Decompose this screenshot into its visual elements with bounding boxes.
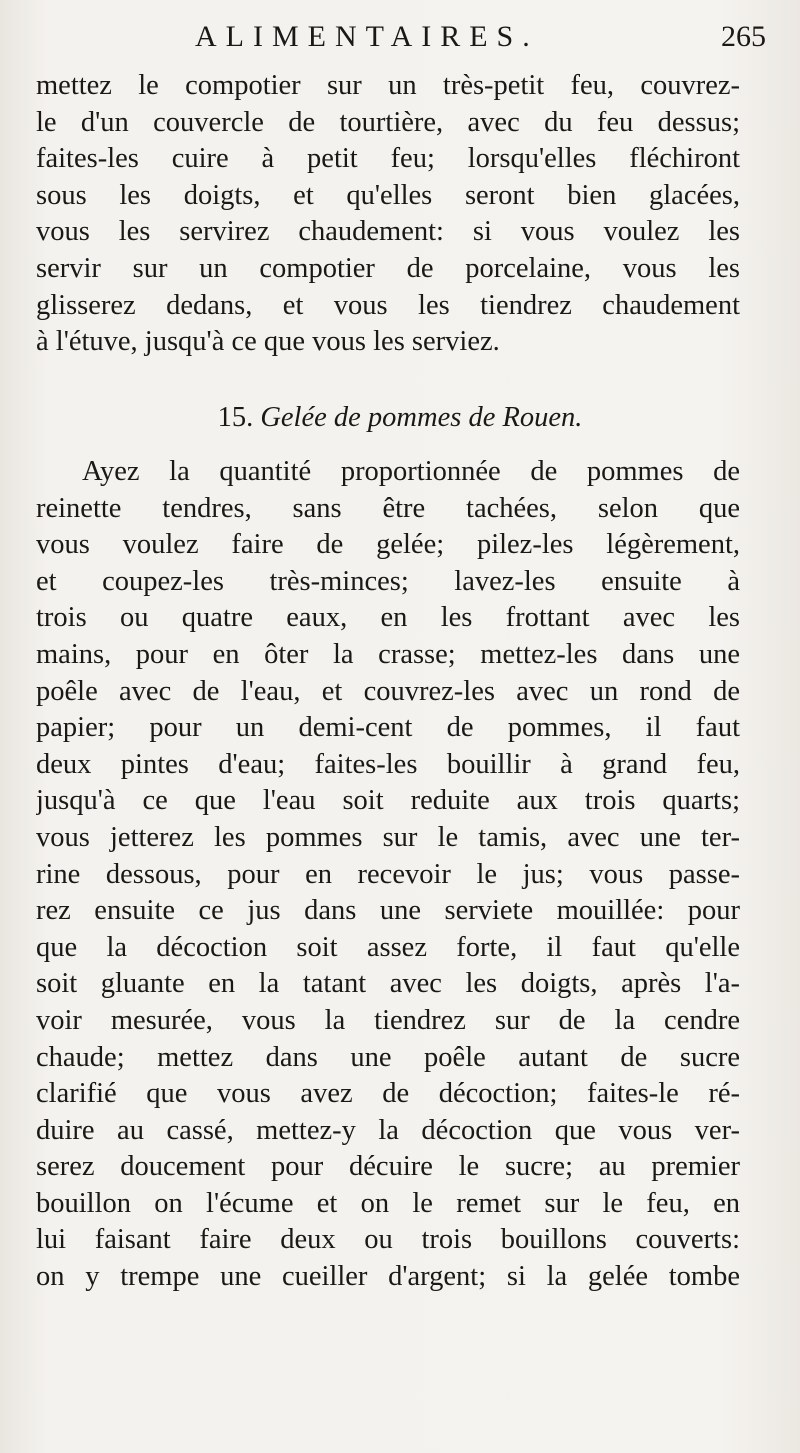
paragraph-recipe: [36, 454, 740, 1296]
text-line: clarifié que vous avez de décoction; faites-le ré-: [36, 1078, 740, 1110]
text-line: sous les doigts, et qu'elles seront bien glacées,: [36, 179, 740, 211]
text-line: que la décoction soit assez forte, il faut qu'elle: [36, 931, 740, 963]
text-line: mettez le compotier sur un très-petit feu, couvrez-: [36, 70, 740, 101]
page-number: 265: [721, 20, 766, 53]
text-line: voir mesurée, vous la tiendrez sur de la cendre: [36, 1004, 740, 1036]
text-line: Ayez la quantité proportionnée de pommes de: [82, 456, 740, 487]
text-line: jusqu'à ce que l'eau soit reduite aux trois quarts;: [36, 785, 740, 817]
section-heading: [0, 398, 800, 438]
text-line: rine dessous, pour en recevoir le jus; vous passe-: [36, 858, 740, 890]
text-line: on y trempe une cueiller d'argent; si la gelée tombe: [36, 1261, 740, 1293]
section-title: Gelée de pommes de Rouen.: [260, 402, 583, 433]
text-line: rez ensuite ce jus dans une serviete mouillée: pour: [36, 895, 740, 927]
text-line: vous jetterez les pommes sur le tamis, avec une ter-: [36, 821, 740, 853]
text-line: serez doucement pour décuire le sucre; au premier: [36, 1151, 740, 1183]
text-line: faites-les cuire à petit feu; lorsqu'elles fléchiront: [36, 143, 740, 175]
text-line: vous les servirez chaudement: si vous voulez les: [36, 216, 740, 248]
page-header: [0, 18, 800, 62]
section-number: 15.: [217, 402, 254, 433]
text-line: et coupez-les très-minces; lavez-les ensuite à: [36, 565, 740, 597]
text-line: lui faisant faire deux ou trois bouillons couverts:: [36, 1224, 740, 1256]
text-line: à l'étuve, jusqu'à ce que vous les serviez.: [36, 326, 500, 358]
text-line: reinette tendres, sans être tachées, selon que: [36, 492, 740, 524]
text-line: deux pintes d'eau; faites-les bouillir à grand feu,: [36, 748, 740, 780]
running-head: ALIMENTAIRES.: [195, 20, 539, 53]
text-line: bouillon on l'écume et on le remet sur le feu, en: [36, 1187, 740, 1219]
paragraph-continued: [36, 68, 740, 361]
text-line: soit gluante en la tatant avec les doigts, après l'a-: [36, 968, 740, 1000]
text-line: trois ou quatre eaux, en les frottant avec les: [36, 602, 740, 634]
text-line: glisserez dedans, et vous les tiendrez chaudement: [36, 289, 740, 321]
text-line: mains, pour en ôter la crasse; mettez-les dans une: [36, 638, 740, 670]
text-line: le d'un couvercle de tourtière, avec du feu dessus;: [36, 106, 740, 138]
text-line: papier; pour un demi-cent de pommes, il faut: [36, 712, 740, 744]
text-line: servir sur un compotier de porcelaine, vous les: [36, 252, 740, 284]
text-line: duire au cassé, mettez-y la décoction que vous ver-: [36, 1114, 740, 1146]
text-line: chaude; mettez dans une poêle autant de sucre: [36, 1041, 740, 1073]
text-line: vous voulez faire de gelée; pilez-les légèrement,: [36, 529, 740, 561]
text-line: poêle avec de l'eau, et couvrez-les avec un rond de: [36, 675, 740, 707]
